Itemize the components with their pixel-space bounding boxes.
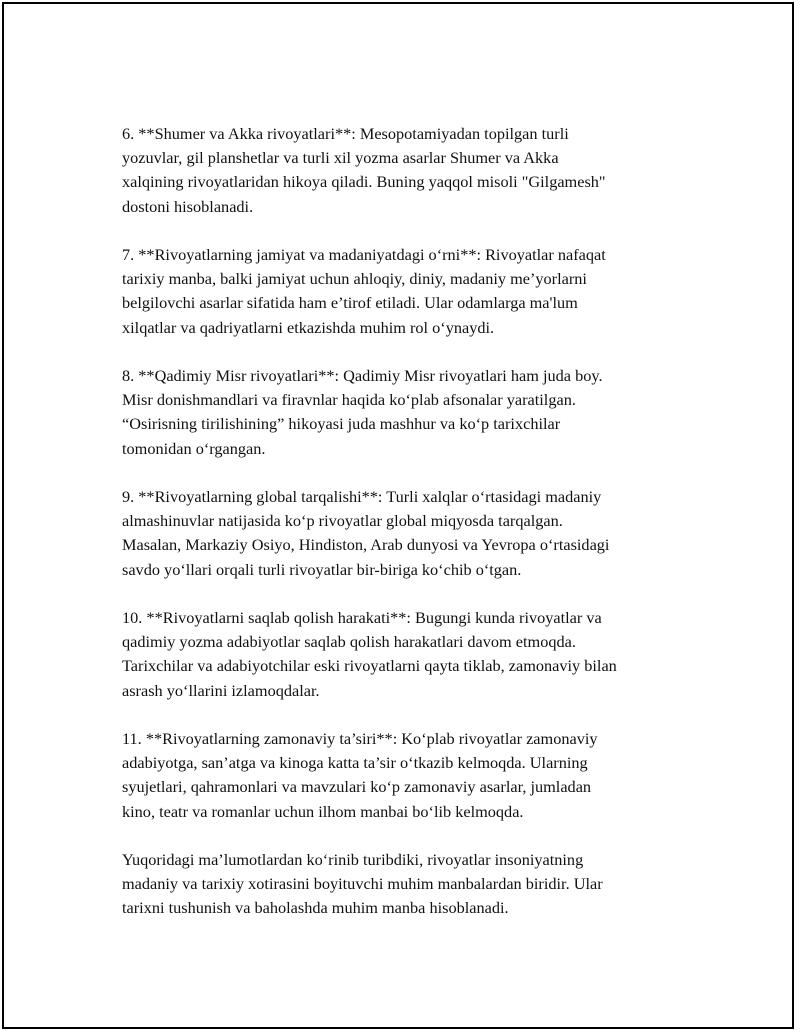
paragraph-global-spread: 9. **Rivoyatlarning global tarqalishi**: Turli xalqlar o‘rtasidagi madaniy almashinuvlar natijasida ko‘p rivoyatlar global miqyosda tarqalgan. Masalan, Markaziy Osiyo, Hindiston, Arab dunyosi va Yevropa o‘rtasidagi savdo yo‘llari orqali turli rivoyatlar bir-biriga ko‘chib o‘tgan. [122,487,610,579]
paragraph-preservation: 10. **Rivoyatlarni saqlab qolish harakati**: Bugungi kunda rivoyatlar va qadimiy yozma adabiyotlar saqlab qolish harakatlari davom etmoqda. Tarixchilar va adabiyotchilar eski rivoyatlarni qayta tiklab, zamonaviy bilan asrash yo‘llarini izlamoqdalar. [122,608,617,700]
document-body [122,122,694,945]
paragraph-society-culture: 7. **Rivoyatlarning jamiyat va madaniyatdagi o‘rni**: Rivoyatlar nafaqat tarixiy manba, balki jamiyat uchun ahloqiy, diniy, madaniy me’yorlarni belgilovchi asarlar sifatida ham e’tirof etiladi. Ular odamlarga ma'lum xilqatlar va qadriyatlarni etkazishda muhim rol o‘ynaydi. [122,245,606,337]
page-frame [2,2,794,1029]
paragraph-shumer-akka: 6. **Shumer va Akka rivoyatlari**: Mesopotamiyadan topilgan turli yozuvlar, gil planshetlar va turli xil yozma asarlar Shumer va Akka xalqining rivoyatlaridan hikoya qiladi. Buning yaqqol misoli "Gilgamesh" dostoni hisoblanadi. [122,124,606,216]
paragraph-modern-influence: 11. **Rivoyatlarning zamonaviy ta’siri**: Ko‘plab rivoyatlar zamonaviy adabiyotga, san’atga va kinoga katta ta’sir o‘tkazib kelmoqda. Ularning syujetlari, qahramonlari va mavzulari ko‘p zamonaviy asarlar, jumladan kino, teatr va romanlar uchun ilhom manbai bo‘lib kelmoqda. [122,729,598,821]
paragraph-conclusion: Yuqoridagi ma’lumotlardan ko‘rinib turibdiki, rivoyatlar insoniyatning madaniy va tarixiy xotirasini boyituvchi muhim manbalardan biridir. Ular tarixni tushunish va baholashda muhim manba hisoblanadi. [122,850,603,918]
paragraph-ancient-egypt: 8. **Qadimiy Misr rivoyatlari**: Qadimiy Misr rivoyatlari ham juda boy. Misr donishmandlari va firavnlar haqida ko‘plab afsonalar yaratilgan. “Osirisning tirilishining” hikoyasi juda mashhur va ko‘p tarixchilar tomonidan o‘rgangan. [122,366,603,458]
